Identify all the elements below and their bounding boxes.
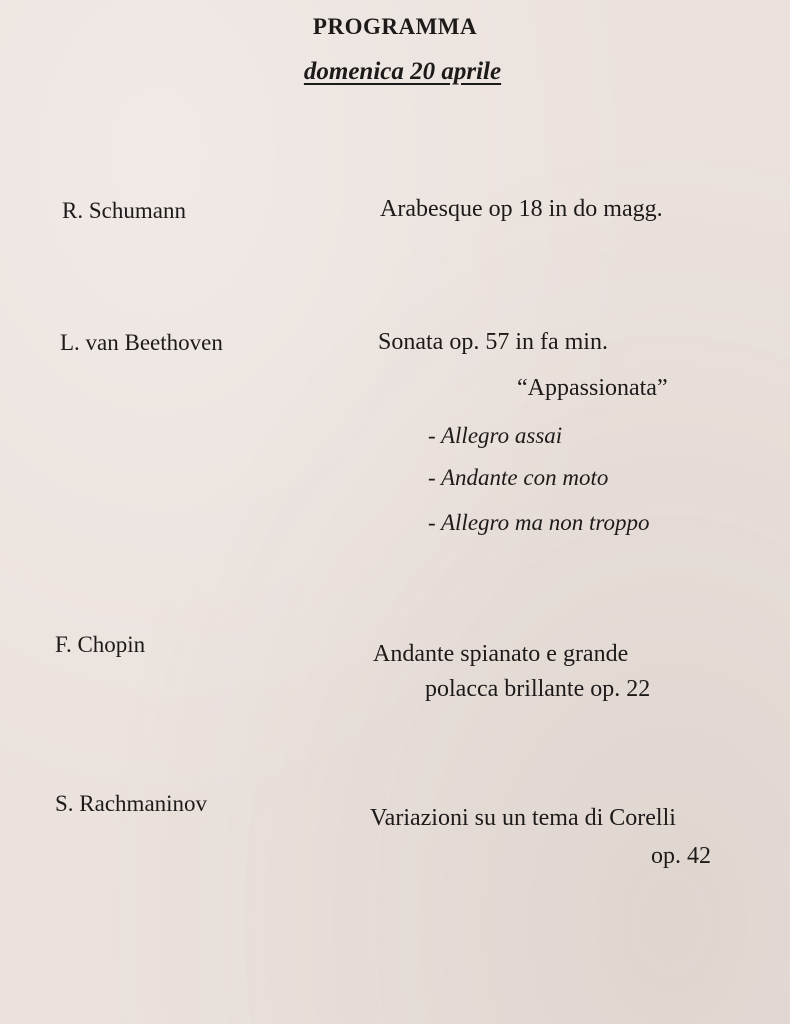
work-title: Andante spianato e grande — [373, 641, 629, 667]
composer-name: F. Chopin — [55, 632, 146, 657]
composer-name: R. Schumann — [62, 198, 186, 223]
work-title: Arabesque op 18 in do magg. — [380, 196, 663, 222]
movement-item: - Andante con moto — [428, 465, 609, 490]
work-subtitle: “Appassionata” — [517, 375, 668, 401]
composer-name: S. Rachmaninov — [55, 791, 208, 816]
composer-name: L. van Beethoven — [60, 330, 223, 355]
movement-item: - Allegro assai — [428, 423, 563, 448]
movement-item: - Allegro ma non troppo — [428, 510, 650, 535]
concert-date: domenica 20 aprile — [303, 58, 502, 85]
page-title: PROGRAMMA — [312, 14, 478, 39]
work-title: Variazioni su un tema di Corelli — [370, 805, 676, 831]
work-title: Sonata op. 57 in fa min. — [378, 329, 608, 355]
work-title-continued: op. 42 — [651, 843, 711, 869]
work-title-continued: polacca brillante op. 22 — [425, 676, 651, 702]
